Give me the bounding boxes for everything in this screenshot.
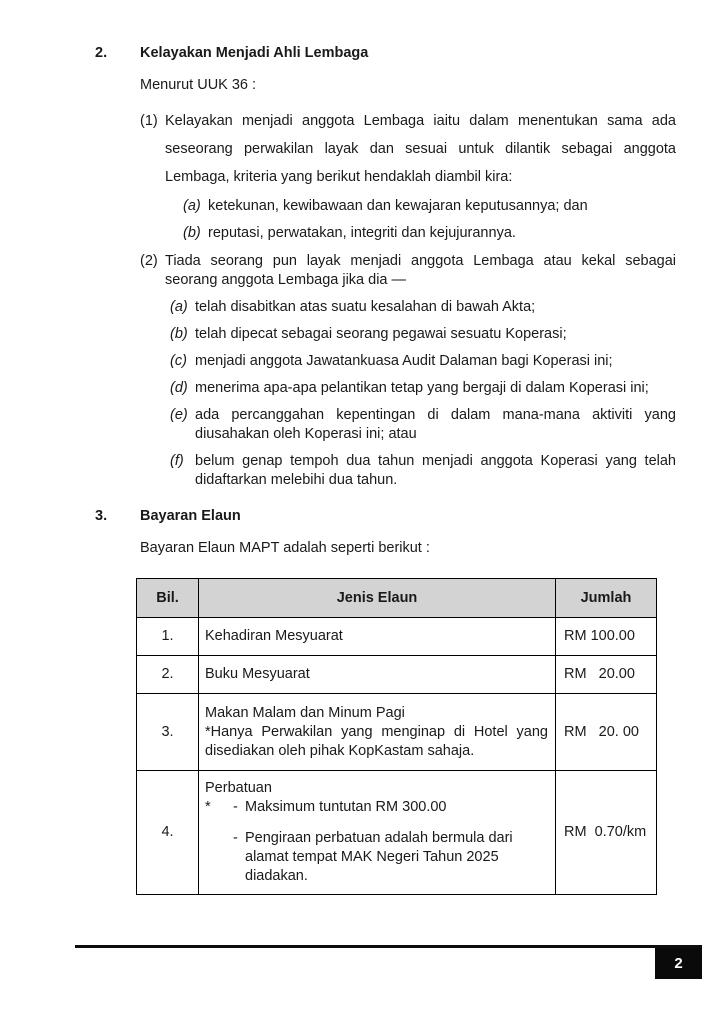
bullet-dash: - bbox=[233, 799, 238, 815]
list-item bbox=[170, 379, 676, 398]
item-2-text: Tiada seorang pun layak menjadi anggota Lembaga atau kekal sebagai seorang anggota Lembaga jika dia — bbox=[165, 253, 676, 288]
list-item bbox=[170, 298, 676, 317]
section-3-title: Bayaran Elaun bbox=[140, 508, 241, 524]
bullet-dash: - bbox=[233, 830, 238, 846]
cell-jumlah: RM 0.70/km bbox=[556, 771, 657, 895]
list-marker: (d) bbox=[170, 380, 188, 396]
bullet-item bbox=[205, 798, 548, 817]
list-item bbox=[183, 224, 676, 243]
item-1-sublist bbox=[183, 197, 676, 243]
item-2-marker: (2) bbox=[140, 253, 158, 269]
item-1-marker: (1) bbox=[140, 113, 158, 129]
section-3-heading bbox=[95, 507, 676, 526]
section-3-number: 3. bbox=[95, 508, 108, 524]
list-marker: (a) bbox=[183, 198, 201, 214]
table-row bbox=[137, 694, 657, 771]
list-item bbox=[170, 406, 676, 444]
table-header-jenis: Jenis Elaun bbox=[199, 579, 556, 618]
table-header-bil: Bil. bbox=[137, 579, 199, 618]
cell-jenis bbox=[199, 694, 556, 771]
cell-jenis-line1: Perbatuan bbox=[205, 780, 272, 796]
spacer bbox=[205, 817, 548, 829]
bullet-item bbox=[205, 829, 548, 886]
section-3-intro: Bayaran Elaun MAPT adalah seperti berikut : bbox=[140, 540, 430, 556]
table-header-row bbox=[137, 579, 657, 618]
numbered-item-1 bbox=[140, 107, 676, 191]
cell-bil: 2. bbox=[137, 656, 199, 694]
bullet-indent bbox=[205, 829, 233, 886]
section-2-title: Kelayakan Menjadi Ahli Lembaga bbox=[140, 45, 369, 61]
bullet-text: Maksimum tuntutan RM 300.00 bbox=[245, 799, 447, 815]
section-2-intro: Menurut UUK 36 : bbox=[140, 77, 257, 93]
list-item bbox=[170, 452, 676, 490]
footer-rule bbox=[75, 945, 702, 972]
list-item-text: ada percanggahan kepentingan di dalam mana-mana aktiviti yang diusahakan oleh Koperasi ini; atau bbox=[195, 407, 676, 442]
list-item-text: menjadi anggota Jawatankuasa Audit Dalaman bagi Koperasi ini; bbox=[195, 353, 613, 369]
list-marker: (b) bbox=[170, 326, 188, 342]
item-2-sublist bbox=[170, 298, 676, 490]
list-item-text: telah dipecat sebagai seorang pegawai sesuatu Koperasi; bbox=[195, 326, 567, 342]
cell-jumlah: RM 100.00 bbox=[556, 618, 657, 656]
numbered-item-2 bbox=[140, 252, 676, 290]
section-2-heading bbox=[95, 44, 676, 63]
bullet-star: * bbox=[205, 799, 211, 815]
list-item bbox=[170, 352, 676, 371]
cell-bil: 3. bbox=[137, 694, 199, 771]
table-header-jumlah: Jumlah bbox=[556, 579, 657, 618]
bullet-text: Pengiraan perbatuan adalah bermula dari alamat tempat MAK Negeri Tahun 2025 diadakan. bbox=[245, 830, 513, 884]
cell-jenis-line1: Makan Malam dan Minum Pagi bbox=[205, 704, 405, 721]
list-marker: (b) bbox=[183, 225, 201, 241]
cell-jumlah: RM 20. 00 bbox=[556, 694, 657, 771]
cell-jenis bbox=[199, 771, 556, 895]
cell-jenis: Buku Mesyuarat bbox=[199, 656, 556, 694]
list-item-text: telah disabitkan atas suatu kesalahan di bawah Akta; bbox=[195, 299, 536, 315]
item-1-text: Kelayakan menjadi anggota Lembaga iaitu dalam menentukan sama ada seseorang perwakilan layak dan sesuai untuk dilantik sebagai anggota Lembaga, kriteria yang berikut hendaklah diambil kira: bbox=[165, 113, 676, 185]
cell-jenis: Kehadiran Mesyuarat bbox=[199, 618, 556, 656]
list-item-text: ketekunan, kewibawaan dan kewajaran keputusannya; dan bbox=[208, 198, 588, 214]
list-marker: (f) bbox=[170, 453, 184, 469]
allowance-table bbox=[136, 578, 657, 895]
list-item-text: menerima apa-apa pelantikan tetap yang bergaji di dalam Koperasi ini; bbox=[195, 380, 649, 396]
cell-bil: 1. bbox=[137, 618, 199, 656]
cell-jumlah: RM 20.00 bbox=[556, 656, 657, 694]
section-2-number: 2. bbox=[95, 45, 108, 61]
list-item bbox=[170, 325, 676, 344]
list-item bbox=[183, 197, 676, 216]
list-marker: (a) bbox=[170, 299, 188, 315]
list-item-text: reputasi, perwatakan, integriti dan kejujurannya. bbox=[208, 225, 516, 241]
table-row bbox=[137, 618, 657, 656]
page-content bbox=[95, 44, 676, 895]
table-row bbox=[137, 771, 657, 895]
table-row bbox=[137, 656, 657, 694]
list-item-text: belum genap tempoh dua tahun menjadi anggota Koperasi yang telah didaftarkan melebihi dua tahun. bbox=[195, 453, 676, 488]
cell-jenis-line2: *Hanya Perwakilan yang menginap di Hotel yang disediakan oleh pihak KopKastam sahaja. bbox=[205, 723, 548, 759]
cell-bil: 4. bbox=[137, 771, 199, 895]
page-number-badge: 2 bbox=[655, 948, 702, 979]
list-marker: (c) bbox=[170, 353, 187, 369]
list-marker: (e) bbox=[170, 407, 188, 423]
